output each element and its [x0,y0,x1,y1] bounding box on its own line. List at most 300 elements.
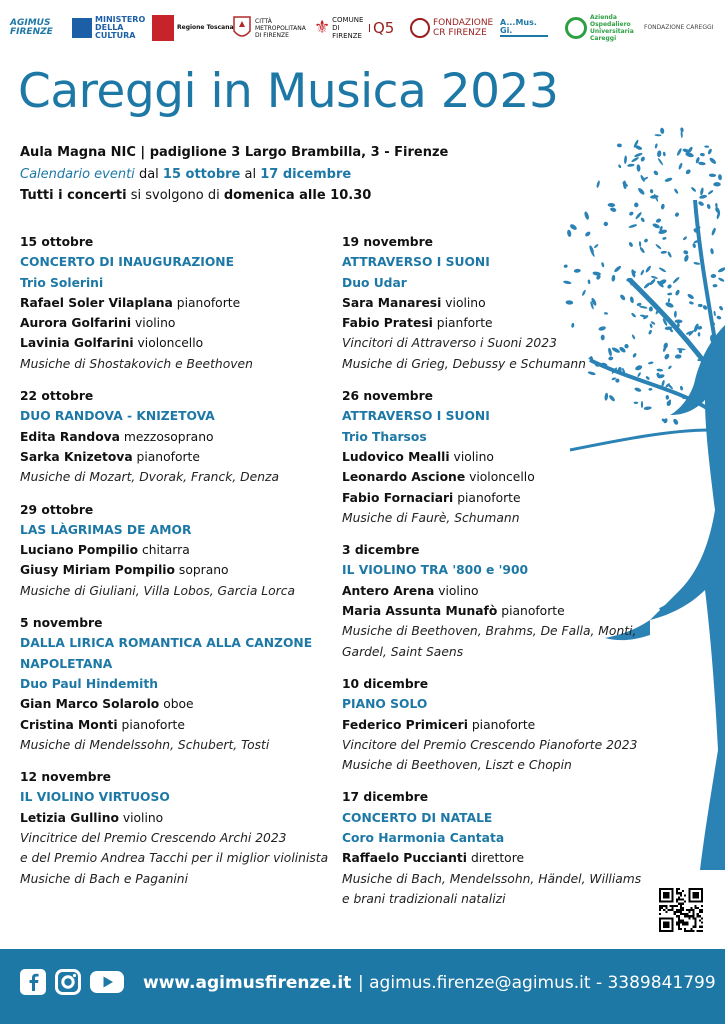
qr-module [678,928,680,930]
qr-module [680,911,682,913]
performer-name: Maria Assunta Munafò [342,604,498,619]
qr-module [678,922,680,924]
tree-leaf [624,155,627,164]
performer-name: Edita Randova [20,429,120,444]
performer-name: Fabio Fornaciari [342,490,454,505]
qr-module [678,888,680,890]
event-title: DALLA LIRICA ROMANTICA ALLA CANZONE NAPOLETANA [20,636,313,671]
tree-leaf [689,301,694,305]
tree-leaf [643,238,648,243]
qr-module [697,915,699,917]
qr-module [688,915,690,917]
qr-module [680,905,682,907]
qr-module [699,926,701,928]
tree-leaf [692,243,696,249]
tree-leaf [640,156,646,162]
performer-instrument: violino [135,316,176,331]
performer-name: Antero Arena [342,583,435,598]
qr-module [693,909,695,911]
event-program: Musiche di Bach e Paganini [20,871,189,886]
performer [20,427,350,447]
schedule-line [20,185,371,207]
performer-instrument: chitarra [141,543,190,558]
qr-module [661,905,663,907]
qr-module [701,926,703,928]
tree-leaf [610,207,617,213]
dash: - [595,973,603,993]
performer [342,848,642,868]
qr-module [678,924,680,926]
event-date: 12 novembre [20,770,111,785]
event-block [20,613,350,755]
qr-code-icon [659,888,703,932]
event-title: LAS LÀGRIMAS DE AMOR [20,522,192,537]
tree-leaf [693,262,700,266]
event-title: ATTRAVERSO I SUONI [342,255,490,270]
tree-leaf [660,203,665,209]
qr-module [684,915,686,917]
qr-module [699,930,701,932]
performer-instrument: pianforte [436,316,493,331]
event-program: Vincitrice del Premio Crescendo Archi 2023 [20,831,287,846]
event-program: e brani tradizionali natalizi [342,891,506,906]
qr-module [680,894,682,896]
qr-module [678,903,680,905]
tree-leaf [666,395,670,400]
left-events-column [20,232,350,901]
qr-module [678,892,680,894]
performer [20,715,350,735]
facebook-icon[interactable] [20,969,48,995]
tree-leaf [648,329,653,335]
performer-instrument: pianoforte [471,717,536,732]
regione-toscana-logo: Regione Toscana [152,8,234,48]
tree-leaf [698,304,703,307]
qr-module [680,913,682,915]
event-date: 15 ottobre [20,235,94,249]
performer-name: Letizia Gullino [20,810,119,825]
qr-module [695,922,697,924]
performer-instrument: violoncello [469,470,535,485]
performer-instrument: violino [453,449,494,464]
calendar-to: 17 dicembre [260,167,352,182]
event-date: 29 ottobre [20,502,94,517]
performer [20,560,350,580]
qr-module [701,905,703,907]
tree-leaf [628,224,637,229]
qr-module [680,907,682,909]
tree-leaf [650,189,654,194]
azienda-careggi-logo: Azienda Ospedaliero Universitaria Careggi [565,8,634,48]
tree-leaf [666,283,672,289]
event-title: PIANO SOLO [342,697,428,712]
tree-leaf [706,204,711,210]
tree-leaf [712,284,717,288]
tree-leaf [711,227,717,236]
qr-module [678,917,680,919]
qr-module [678,896,680,898]
performer [20,313,350,333]
event-title: IL VIOLINO VIRTUOSO [20,790,170,805]
footer [0,949,725,1024]
performer [342,488,642,508]
qr-module [697,913,699,915]
qr-module [676,905,678,907]
performer-instrument: pianoforte [136,449,200,464]
performer [342,601,642,621]
qr-module [682,924,684,926]
event-group: Trio Solerini [20,275,104,290]
tree-leaf [658,267,666,273]
tree-leaf [637,187,646,196]
ministero-cultura-logo: MINISTERO DELLA CULTURA [72,8,145,48]
tree-leaf [707,148,712,155]
tree-leaf [665,301,675,308]
qr-module [690,928,692,930]
qr-module [682,913,684,915]
qr-module [680,919,682,921]
tree-leaf [672,418,679,426]
event-block [342,787,642,909]
qr-module [697,907,699,909]
qr-module [680,928,682,930]
qr-module [676,909,678,911]
event-group: Duo Paul Hindemith [20,676,158,691]
qr-module [699,911,701,913]
tree-leaf [636,164,640,172]
qr-module [701,911,703,913]
tree-leaf [662,237,667,241]
qr-module [688,930,690,932]
qr-module [663,909,665,911]
qr-module [682,919,684,921]
performer-name: Aurora Golfarini [20,316,132,331]
event-program: Musiche di Bach, Mendelssohn, Händel, Williams [342,871,642,886]
tree-leaf [644,406,652,410]
tree-leaf [667,292,672,295]
performer-name: Luciano Pompilio [20,543,139,558]
tree-leaf [699,194,708,199]
performer-name: Gian Marco Solarolo [20,697,160,712]
event-date: 19 novembre [342,235,433,249]
performer [20,447,350,467]
qr-module [659,907,661,909]
schedule-a: Tutti i concerti [20,188,127,203]
performer-name: Leonardo Ascione [342,470,466,485]
qr-module [678,909,680,911]
performer [342,581,642,601]
citta-metropolitana-logo: CITTÀ METROPOLITANA DI FIRENZE [232,8,306,48]
qr-module [682,903,684,905]
tree-leaf [628,211,634,217]
performer-instrument: mezzosoprano [123,429,214,444]
qr-module [686,922,688,924]
performer-instrument: violino [438,583,479,598]
tree-leaf [675,289,681,296]
qr-module [680,903,682,905]
tree-leaf [713,311,716,317]
qr-module [676,911,678,913]
performer [20,293,350,313]
qr-module [680,898,682,900]
qr-module [669,909,671,911]
performer-name: Sara Manaresi [342,295,442,310]
qr-module [690,909,692,911]
performer-instrument: pianoforte [501,604,565,619]
event-title: DUO RANDOVA - KNIZETOVA [20,409,215,424]
qr-module [695,907,697,909]
event-block [20,500,350,601]
qr-module [695,924,697,926]
q5-logo: Q5 [369,8,394,48]
qr-module [684,924,686,926]
qr-module [684,901,686,903]
event-group: Coro Harmonia Cantata [342,831,505,846]
tree-leaf [677,348,686,351]
tree-leaf [584,211,590,220]
qr-module [680,909,682,911]
comune-firenze-logo: ⚜ COMUNE DI FIRENZE [314,16,364,40]
event-program: Musiche di Mendelssohn, Schubert, Tosti [20,737,270,752]
qr-module [676,892,678,894]
qr-module [695,926,697,928]
tree-leaf [596,180,600,188]
qr-module [686,924,688,926]
tree-leaf [698,200,705,206]
tree-leaf [683,254,689,262]
qr-module [672,907,674,909]
event-program: Musiche di Beethoven, Brahms, De Falla, Monti, [342,624,637,639]
performer [342,447,642,467]
tree-leaf [657,150,662,157]
tree-leaf [687,293,695,300]
tree-leaf [672,276,680,284]
event-program: Musiche di Mozart, Dvorak, Franck, Denza [20,470,279,485]
qr-module [659,913,661,915]
calendar-to-word: al [244,167,257,182]
qr-module [695,905,697,907]
instagram-icon[interactable] [55,969,83,995]
qr-module [701,909,703,911]
qr-module [682,907,684,909]
event-date: 17 dicembre [342,790,429,805]
tree-leaf [667,251,672,258]
qr-module [686,909,688,911]
tree-leaf [674,311,677,318]
right-events-column [342,232,642,921]
performer-instrument: pianoforte [457,490,521,505]
tree-leaf [680,386,684,391]
performer-instrument: pianoforte [121,717,185,732]
qr-module [672,909,674,911]
qr-module [678,926,680,928]
event-block [20,232,350,374]
qr-module [697,930,699,932]
tree-leaf [710,248,714,255]
performer-name: Cristina Monti [20,717,118,732]
qr-module [676,888,678,890]
tree-leaf [608,203,616,207]
tree-leaf [649,278,657,286]
tree-leaf [718,277,725,282]
qr-module [678,919,680,921]
qr-module [688,911,690,913]
event-block [342,674,642,775]
tree-leaf [569,223,578,231]
qr-module [699,919,701,921]
event-date: 22 ottobre [20,389,94,404]
tree-leaf [685,168,692,175]
tree-leaf [664,177,673,183]
qr-module [701,930,703,932]
tree-leaf [651,275,658,279]
qr-module [678,911,680,913]
performer [342,715,642,735]
event-program: Gardel, Saint Saens [342,644,464,659]
tree-leaf [674,212,679,218]
qr-module [682,890,684,892]
tree-leaf [675,354,682,359]
tree-leaf [660,250,667,254]
qr-module [684,922,686,924]
tree-leaf [655,218,662,224]
youtube-icon[interactable] [90,969,124,995]
event-program: Musiche di Giuliani, Villa Lobos, Garcia Lorca [20,583,296,598]
tree-leaf [698,161,706,165]
qr-module [699,915,701,917]
website-link[interactable]: www.agimusfirenze.it [143,973,352,993]
qr-module [672,905,674,907]
event-block [342,232,642,374]
tree-leaf [663,152,666,157]
tree-leaf [645,376,650,381]
schedule-c: domenica alle 10.30 [223,188,372,203]
qr-module [678,898,680,900]
qr-module [695,917,697,919]
tree-leaf [627,163,635,167]
tree-leaf [654,143,658,148]
qr-module [665,905,667,907]
tree-leaf [643,282,651,290]
qr-module [669,905,671,907]
phone-number[interactable]: 3389841799 [607,973,716,993]
event-date: 3 dicembre [342,543,420,558]
tree-leaf [648,388,652,391]
tree-leaf [634,152,643,158]
performer-instrument: violoncello [137,336,204,351]
qr-module [661,907,663,909]
qr-module [695,919,697,921]
sponsor-logos [0,8,725,52]
calendar-line [20,164,351,186]
tree-leaf [690,186,696,192]
tree-leaf [653,170,659,176]
event-block [20,767,350,889]
tree-leaf [718,174,723,180]
event-program: Vincitori di Attraverso i Suoni 2023 [342,336,557,351]
qr-module [686,915,688,917]
qr-module [663,892,669,898]
tree-leaf [631,156,640,163]
performer-instrument: violino [122,810,164,825]
qr-module [684,894,686,896]
tree-leaf [678,162,683,170]
tree-leaf [654,134,661,136]
performer-instrument: violino [445,295,486,310]
tree-leaf [698,332,701,336]
qr-module [665,911,667,913]
qr-module [684,913,686,915]
tree-leaf [709,173,716,177]
qr-module [684,930,686,932]
qr-module [665,907,667,909]
qr-module [682,909,684,911]
performer [20,540,350,560]
performer-name: Ludovico Mealli [342,449,450,464]
qr-module [680,892,682,894]
tree-leaf [655,243,662,249]
qr-module [690,915,692,917]
qr-module [674,911,676,913]
qr-module [686,930,688,932]
qr-module [678,915,680,917]
tree-leaf [683,249,689,255]
performer [342,313,642,333]
performer-name: Lavinia Golfarini [20,336,134,351]
qr-module [688,909,690,911]
performer-instrument: soprano [178,563,229,578]
performer-name: Fabio Pratesi [342,316,433,331]
event-program: Musiche di Shostakovich e Beethoven [20,356,253,371]
tree-leaf [710,274,716,278]
qr-module [676,890,678,892]
qr-module [676,901,678,903]
tree-leaf [717,266,725,273]
tree-leaf [648,361,654,365]
qr-module [667,909,669,911]
event-block [20,386,350,487]
tree-leaf [715,203,718,208]
tree-leaf [658,229,667,235]
performer-name: Federico Primiceri [342,717,468,732]
email-link[interactable]: agimus.firenze@agimus.it [369,973,591,993]
tree-leaf [634,202,639,207]
qr-module [680,922,682,924]
tree-leaf [707,189,714,195]
qr-module [690,907,692,909]
tree-leaf [716,315,722,320]
qr-module [693,915,695,917]
fondazione-careggi-logo: FONDAZIONE CAREGGI [644,24,714,31]
qr-module [693,911,695,913]
qr-module [684,928,686,930]
performer [342,293,642,313]
event-program: Vincitore del Premio Crescendo Pianoforte 2023 [342,737,638,752]
qr-module [701,917,703,919]
performer-instrument: pianoforte [176,295,241,310]
performer-name: Sarka Knizetova [20,449,133,464]
qr-module [693,926,695,928]
performer-name: Giusy Miriam Pompilio [20,563,175,578]
qr-module [663,922,669,928]
event-group: Trio Tharsos [342,429,427,444]
tree-leaf [663,353,670,360]
separator: | [358,973,364,993]
event-date: 26 novembre [342,389,433,404]
event-block [342,540,642,662]
event-title: CONCERTO DI INAUGURAZIONE [20,255,234,270]
calendar-from-word: dal [138,167,159,182]
